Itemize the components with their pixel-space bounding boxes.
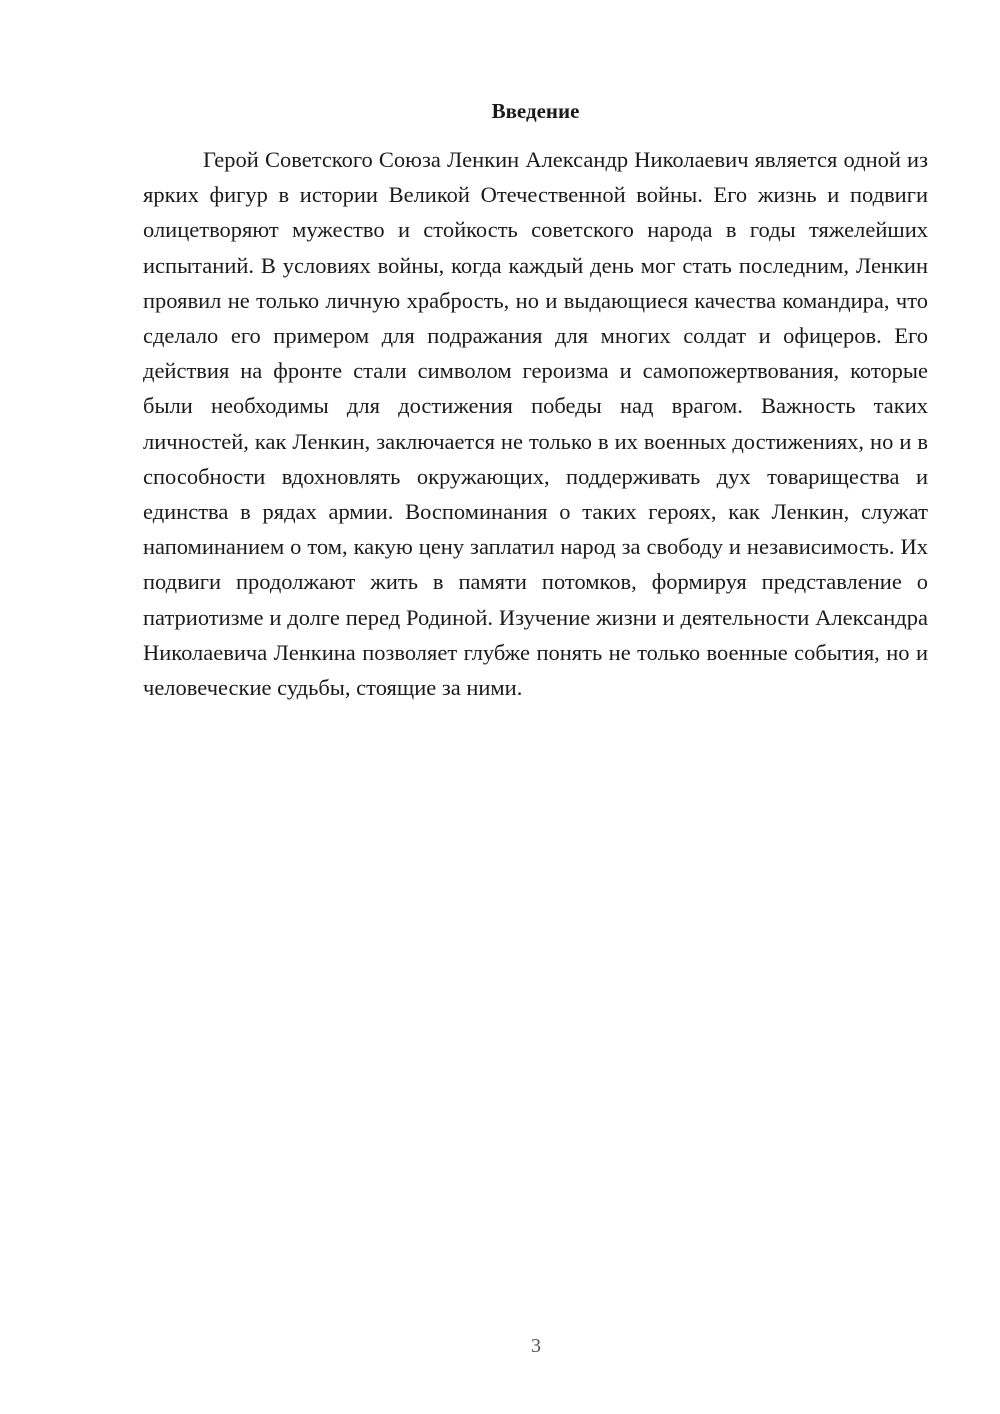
introduction-paragraph: Герой Советского Союза Ленкин Александр Николаевич является одной из ярких фигур в истории Великой Отечественной войны. Его жизнь и подвиги олицетворяют мужество и стойкость советского народа в годы тяжелейших испытаний. В условиях войны, когда каждый день мог стать последним, Ленкин проявил не только личную храбрость, но и выдающиеся качества командира, что сделало его примером для подражания для многих солдат и офицеров. Его действия на фронте стали символом героизма и самопожертвования, которые были необходимы для достижения победы над врагом. Важность таких личностей, как Ленкин, заключается не только в их военных достижениях, но и в способности вдохновлять окружающих, поддерживать дух товарищества и единства в рядах армии. Воспоминания о таких героях, как Ленкин, служат напоминанием о том, какую цену заплатил народ за свободу и независимость. Их подвиги продолжают жить в памяти потомков, формируя представление о патриотизме и долге перед Родиной. Изучение жизни и деятельности Александра Николаевича Ленкина позволяет глубже понять не только военные события, но и человеческие судьбы, стоящие за ними. bbox=[143, 147, 928, 701]
page-number: 3 bbox=[531, 1335, 541, 1357]
section-heading: Введение bbox=[491, 99, 580, 123]
